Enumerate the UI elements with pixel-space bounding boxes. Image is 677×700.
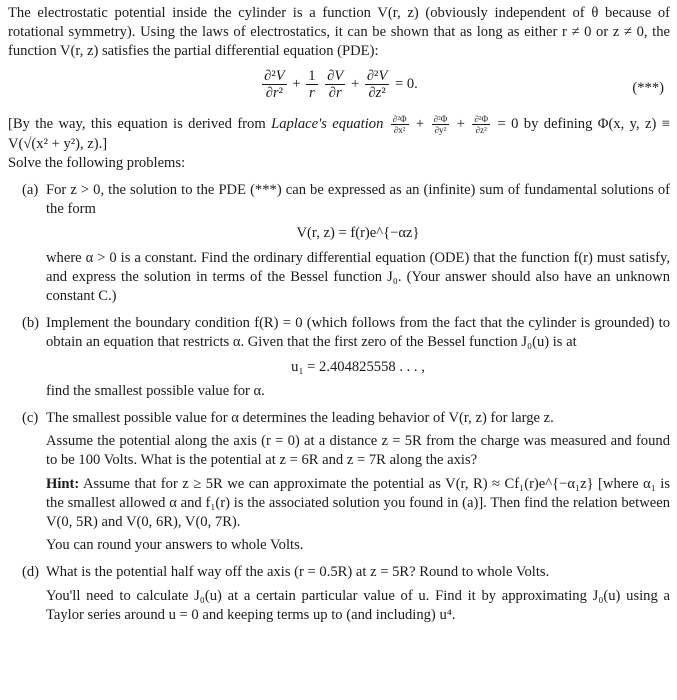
frac-d2v-dr2: $\frac{\text{∂²V}}{\text{∂r²}}$ — [264, 67, 285, 101]
frac-dv-dr: $\frac{\partial V}{\partial r}$ — [327, 67, 344, 101]
pde-tag: (***) — [632, 79, 664, 96]
intro-paragraph: The electrostatic potential inside the cylinder is a function V(r, z) (obviously independent of θ because of rotational symmetry). Using the laws of electrostatics, it can be shown that as long as either r ≠ 0 or z ≠ 0, the function V(r, z) satisfies the partial differential equation (PDE): — [8, 5, 670, 60]
hint-label: Hint: — [46, 475, 80, 492]
laplace-note: [By the way, this equation is derived from Laplace's equation $\frac{\text{∂²Φ}}{\text{∂x²}}$ + $\frac{\text{∂²Φ}}{\text{∂y²}}$ + $\frac{\text{∂²Φ}}{\text{∂z²}}$ = 0 by defining Φ(x, y, z) ≡ V(√(x² + y²), z).] — [8, 113, 671, 152]
frac-d2v-dz2: $\frac{\text{∂²V}}{\text{∂z²}}$ — [366, 67, 388, 101]
laplace-frac-y: $\frac{\text{∂²Φ}}{\text{∂y²}}$ — [433, 113, 448, 135]
part-c-label: (c) — [22, 410, 39, 427]
part-c-text2: Assume the potential along the axis (r = 0) at a distance z = 5R from the charge was measured and found to be 100 Volts. What is the potential at z = 6R and z = 7R along the axis? — [46, 433, 670, 469]
laplace-name: Laplace's equation — [271, 115, 384, 132]
part-b-text2: find the smallest possible value for α. — [46, 382, 265, 399]
part-c-text3: You can round your answers to whole Volts. — [46, 537, 304, 554]
part-a-text1: For z > 0, the solution to the PDE (***) can be expressed as an (infinite) sum of fundamental solutions of the form — [46, 182, 670, 218]
part-a-text2: where α > 0 is a constant. Find the ordinary differential equation (ODE) that the function f(r) must satisfy, and express the solution in terms of the Bessel function J₀. (Your answer should also have an unknown constant C.) — [46, 249, 670, 305]
laplace-frac-z: $\frac{\text{∂²Φ}}{\text{∂z²}}$ — [474, 113, 489, 135]
part-c — [8, 409, 670, 555]
laplace-frac-x: $\frac{\text{∂²Φ}}{\text{∂x²}}$ — [392, 113, 407, 135]
part-c-text1: The smallest possible value for α determines the leading behavior of V(r, z) for large z. — [46, 410, 554, 427]
laplace-prefix: [By the way, this equation is derived from — [8, 115, 266, 132]
part-d-text1: What is the potential half way off the axis (r = 0.5R) at z = 5R? Round to whole Volts. — [46, 564, 550, 581]
part-a-equation: V(r, z) = f(r)e^{−αz} — [296, 225, 420, 242]
part-b-label: (b) — [22, 315, 40, 332]
part-a — [8, 181, 670, 306]
problem-page — [8, 4, 670, 625]
part-d-label: (d) — [22, 564, 40, 581]
hint-text: Assume that for z ≥ 5R we can approximate the potential as V(r, R) ≈ Cf₁(r)e^{−α₁z} [where α₁ is the smallest allowed α and f₁(r) is the associated solution you found in (a)]. Then find the relation between V(0, 5R) and V(0, 6R), V(0, 7R). — [46, 475, 670, 531]
part-d-text2: You'll need to calculate J₀(u) at a certain particular value of u. Find it by approximating J₀(u) using a Taylor series around u = 0 and keeping terms up to (and including) u⁴. — [46, 587, 670, 623]
part-b-equation: u₁ = 2.404825558 . . . , — [291, 358, 425, 375]
solve-line: Solve the following problems: — [8, 154, 186, 171]
part-a-label: (a) — [22, 182, 39, 199]
pde-equation: $\frac{\text{∂²V}}{\text{∂r²}}$ + $\frac{1}{r}$ $\frac{\partial V}{\partial r}$ + $\frac{\text{∂²V}}{\text{∂z²}}$ = 0. (***) — [264, 67, 664, 101]
laplace-suffix: = 0 by defining Φ(x, y, z) ≡ V(√(x² + y²), z).] — [8, 115, 671, 152]
part-b — [8, 314, 670, 401]
part-d — [8, 563, 670, 625]
part-c-hint — [46, 475, 670, 533]
frac-1-over-r: $\frac{1}{r}$ — [308, 67, 316, 101]
part-b-text1: Implement the boundary condition f(R) = 0 (which follows from the fact that the cylinder is grounded) to obtain an equation that restricts α. Given that the first zero of the Bessel function J₀(u) is at — [46, 315, 670, 351]
